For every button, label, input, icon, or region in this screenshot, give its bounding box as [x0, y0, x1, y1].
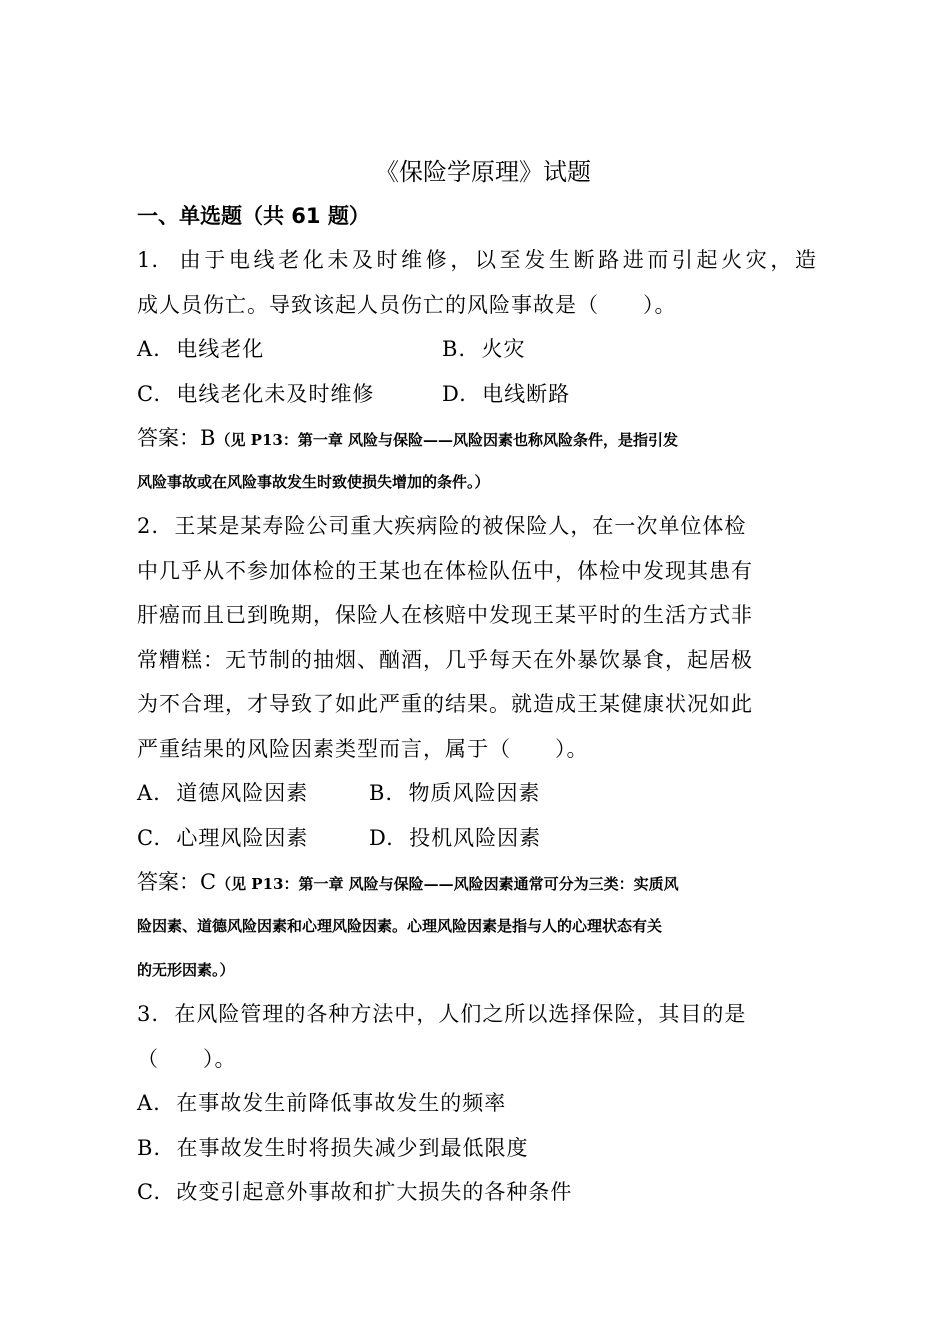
- answer-explanation: 的无形因素。）: [137, 961, 235, 979]
- option-row: [137, 372, 817, 417]
- option-letter: A.: [137, 781, 161, 805]
- option-row: [137, 816, 817, 861]
- answer-explanation: （见 P13：第一章 风险与保险——风险因素通常可分为三类：实质风: [216, 875, 679, 893]
- option-letter: A.: [137, 1091, 161, 1115]
- option-b: [442, 327, 525, 372]
- option-text: 电线老化未及时维修: [176, 381, 375, 406]
- section-heading: 一、单选题（共 61 题）: [137, 204, 370, 228]
- option-b: [369, 771, 540, 816]
- option-letter: A.: [137, 337, 161, 361]
- answer-line: [137, 860, 817, 904]
- question-stem-line: [137, 504, 817, 549]
- option-c: [137, 816, 369, 861]
- option-text: 心理风险因素: [176, 825, 309, 850]
- option-letter: B.: [137, 1135, 162, 1160]
- option-text: 火灾: [481, 337, 526, 361]
- question-number: 2.: [137, 514, 160, 538]
- answer-line: [137, 416, 817, 460]
- option-d: [442, 372, 570, 417]
- question-stem-line: 成人员伤亡。导致该起人员伤亡的风险事故是（ ）。: [137, 292, 677, 317]
- question-stem-line: [137, 992, 817, 1037]
- option-letter: C.: [137, 825, 161, 850]
- question-stem-line: [137, 238, 817, 283]
- question-stem-line: 严重结果的风险因素类型而言，属于（ ）。: [137, 736, 589, 761]
- option-b: [137, 1126, 817, 1171]
- option-text: 电线老化: [176, 337, 265, 361]
- document-title: 《保险学原理》试题: [375, 158, 591, 186]
- option-text: 物质风险因素: [408, 781, 541, 805]
- option-row: [137, 771, 817, 816]
- question-stem-text: 在风险管理的各种方法中，人们之所以选择保险，其目的是: [174, 1002, 747, 1026]
- option-a: [137, 1081, 817, 1126]
- option-letter: D.: [369, 825, 394, 850]
- option-a: [137, 771, 369, 816]
- question-stem-line: （ ）。: [137, 1046, 237, 1071]
- question-stem-line: 肝癌而且已到晚期，保险人在核赔中发现王某平时的生活方式非: [137, 603, 753, 627]
- option-text: 在事故发生前降低事故发生的频率: [176, 1091, 507, 1115]
- option-text: 道德风险因素: [176, 781, 309, 805]
- option-letter: B.: [369, 781, 394, 805]
- document-page: [137, 150, 817, 1215]
- option-c: [137, 372, 442, 417]
- option-letter: D.: [442, 381, 467, 406]
- answer-label: 答案：: [137, 870, 200, 894]
- option-letter: C.: [137, 1180, 161, 1204]
- question-3: [137, 992, 817, 1215]
- question-stem-line: 常糟糕：无节制的抽烟、酗酒，几乎每天在外暴饮暴食，起居极: [137, 647, 753, 672]
- answer-explanation: （见 P13：第一章 风险与保险——风险因素也称风险条件，是指引发: [215, 431, 679, 449]
- option-text: 电线断路: [482, 381, 571, 406]
- option-text: 投机风险因素: [409, 825, 542, 850]
- option-c: [137, 1170, 817, 1215]
- answer-explanation: 风险事故或在风险事故发生时致使损失增加的条件。）: [137, 473, 490, 491]
- option-text: 在事故发生时将损失减少到最低限度: [176, 1135, 529, 1160]
- option-d: [369, 816, 541, 861]
- question-2: [137, 504, 817, 992]
- option-letter: C.: [137, 381, 161, 406]
- answer-letter: B: [200, 426, 216, 450]
- option-letter: B.: [442, 337, 467, 361]
- answer-letter: C: [200, 870, 217, 894]
- answer-label: 答案：: [137, 426, 200, 450]
- question-stem-text: 王某是某寿险公司重大疾病险的被保险人，在一次单位体检: [174, 514, 747, 538]
- question-1: [137, 238, 817, 504]
- question-stem-line: 为不合理，才导致了如此严重的结果。就造成王某健康状况如此: [137, 692, 753, 716]
- answer-explanation: 险因素、道德风险因素和心理风险因素。心理风险因素是指与人的心理状态有关: [137, 917, 663, 935]
- option-a: [137, 327, 442, 372]
- option-row: [137, 327, 817, 372]
- question-stem-text: 由于电线老化未及时维修，以至发生断路进而引起火灾，造: [179, 248, 818, 272]
- option-text: 改变引起意外事故和扩大损失的各种条件: [176, 1180, 573, 1204]
- question-number: 1.: [137, 248, 160, 272]
- question-stem-line: 中几乎从不参加体检的王某也在体检队伍中，体检中发现其患有: [137, 558, 753, 583]
- question-number: 3.: [137, 1002, 160, 1026]
